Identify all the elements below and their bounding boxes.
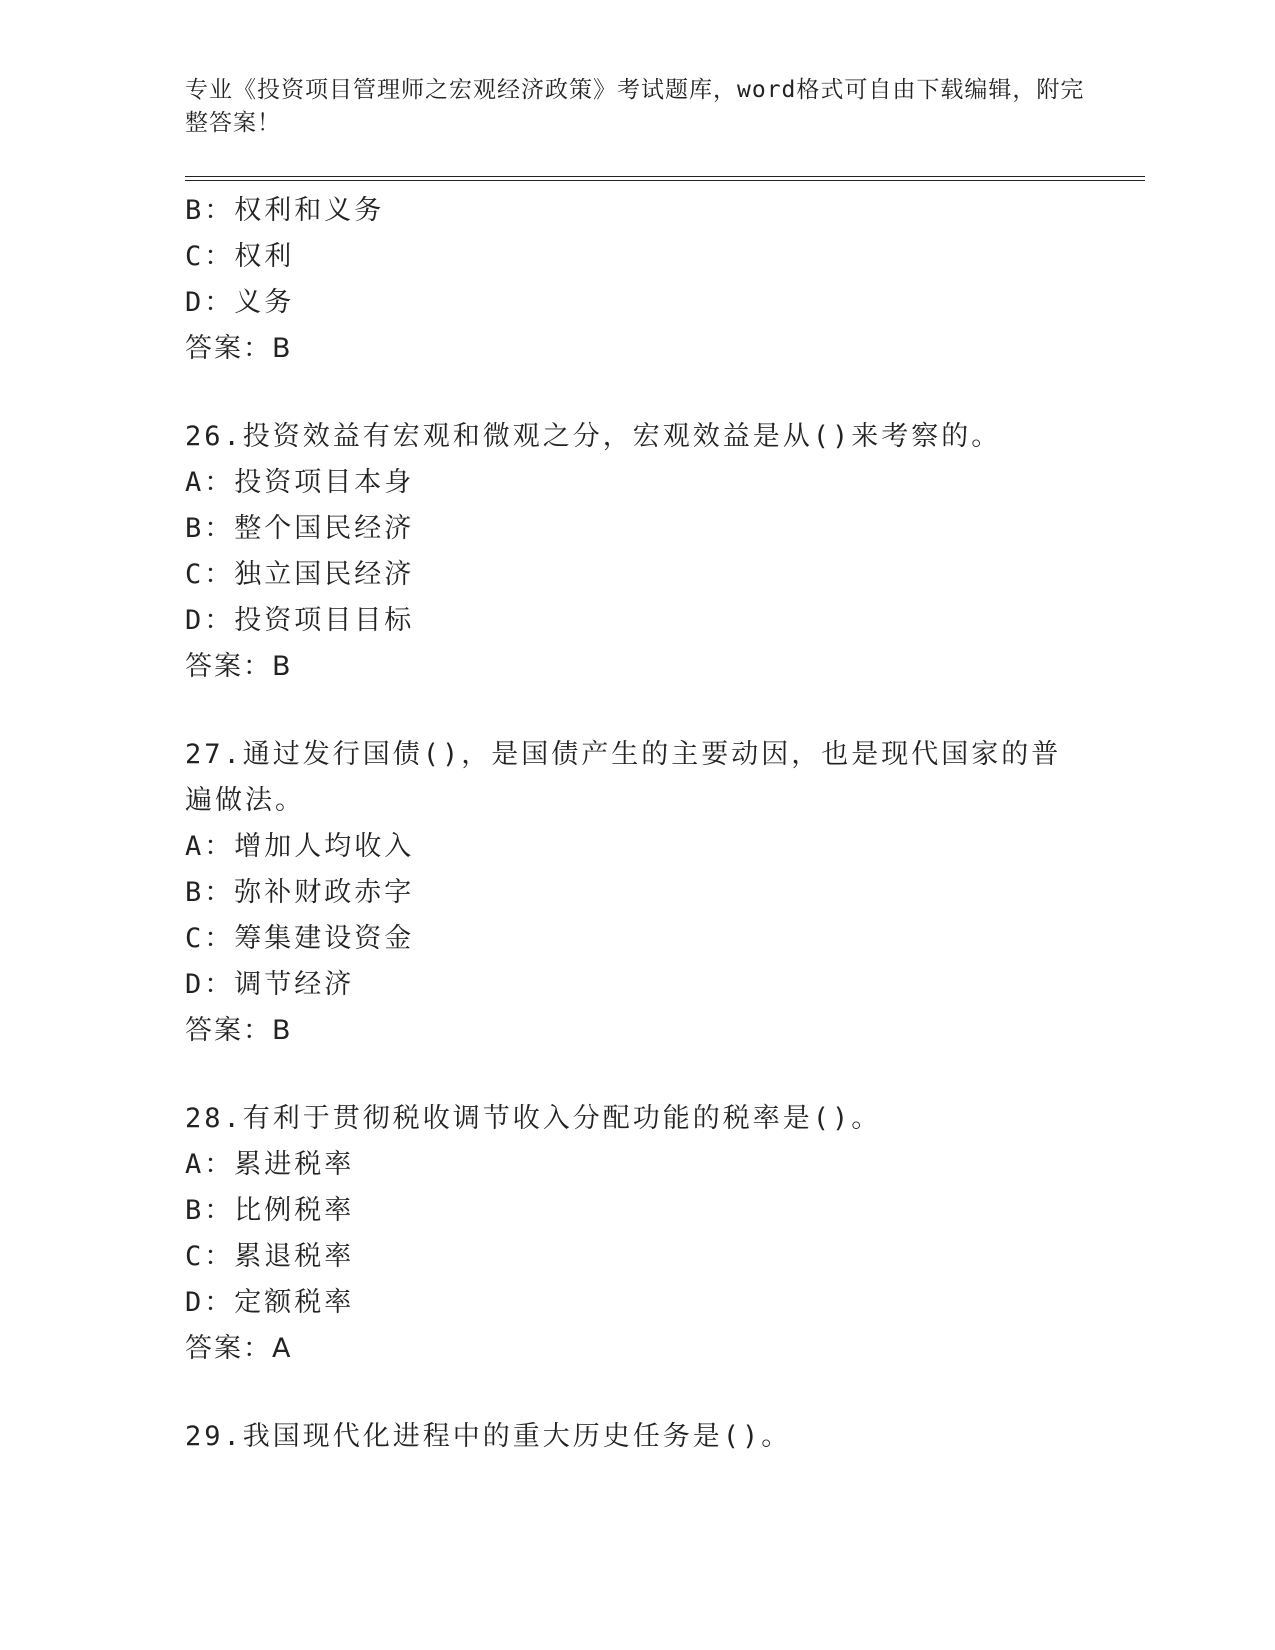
question-list: [185, 188, 1085, 1460]
option-c: C：独立国民经济: [185, 559, 415, 590]
option-c: C：累退税率: [185, 1241, 355, 1272]
option-d: D：义务: [185, 287, 295, 318]
option-d: D：调节经济: [185, 969, 355, 1000]
option-c: C：筹集建设资金: [185, 923, 415, 954]
option-a: A：累进税率: [185, 1149, 355, 1180]
option-b: B：弥补财政赤字: [185, 877, 415, 908]
option-d: D：定额税率: [185, 1287, 355, 1318]
question-26: [185, 414, 1085, 690]
option-b: B：整个国民经济: [185, 513, 415, 544]
question-27: [185, 732, 1085, 1054]
option-b: B：权利和义务: [185, 195, 385, 226]
question-25-continued: [185, 188, 1085, 372]
question-stem: 28.有利于贯彻税收调节收入分配功能的税率是()。: [185, 1103, 882, 1134]
answer: 答案：B: [185, 1015, 293, 1046]
option-b: B：比例税率: [185, 1195, 355, 1226]
answer: 答案：A: [185, 1333, 293, 1364]
question-stem: 27.通过发行国债()，是国债产生的主要动因，也是现代国家的普遍做法。: [185, 739, 1062, 816]
option-a: A：投资项目本身: [185, 467, 415, 498]
option-c: C：权利: [185, 241, 295, 272]
question-stem: 29.我国现代化进程中的重大历史任务是()。: [185, 1421, 792, 1452]
answer: 答案：B: [185, 333, 293, 364]
option-d: D：投资项目目标: [185, 605, 415, 636]
question-stem: 26.投资效益有宏观和微观之分，宏观效益是从()来考察的。: [185, 421, 1002, 452]
option-a: A：增加人均收入: [185, 831, 415, 862]
header-divider: [185, 176, 1145, 181]
document-header: 专业《投资项目管理师之宏观经济政策》考试题库，word格式可自由下载编辑，附完整答案！: [185, 77, 1085, 136]
question-29: [185, 1414, 1085, 1460]
answer: 答案：B: [185, 651, 293, 682]
question-28: [185, 1096, 1085, 1372]
